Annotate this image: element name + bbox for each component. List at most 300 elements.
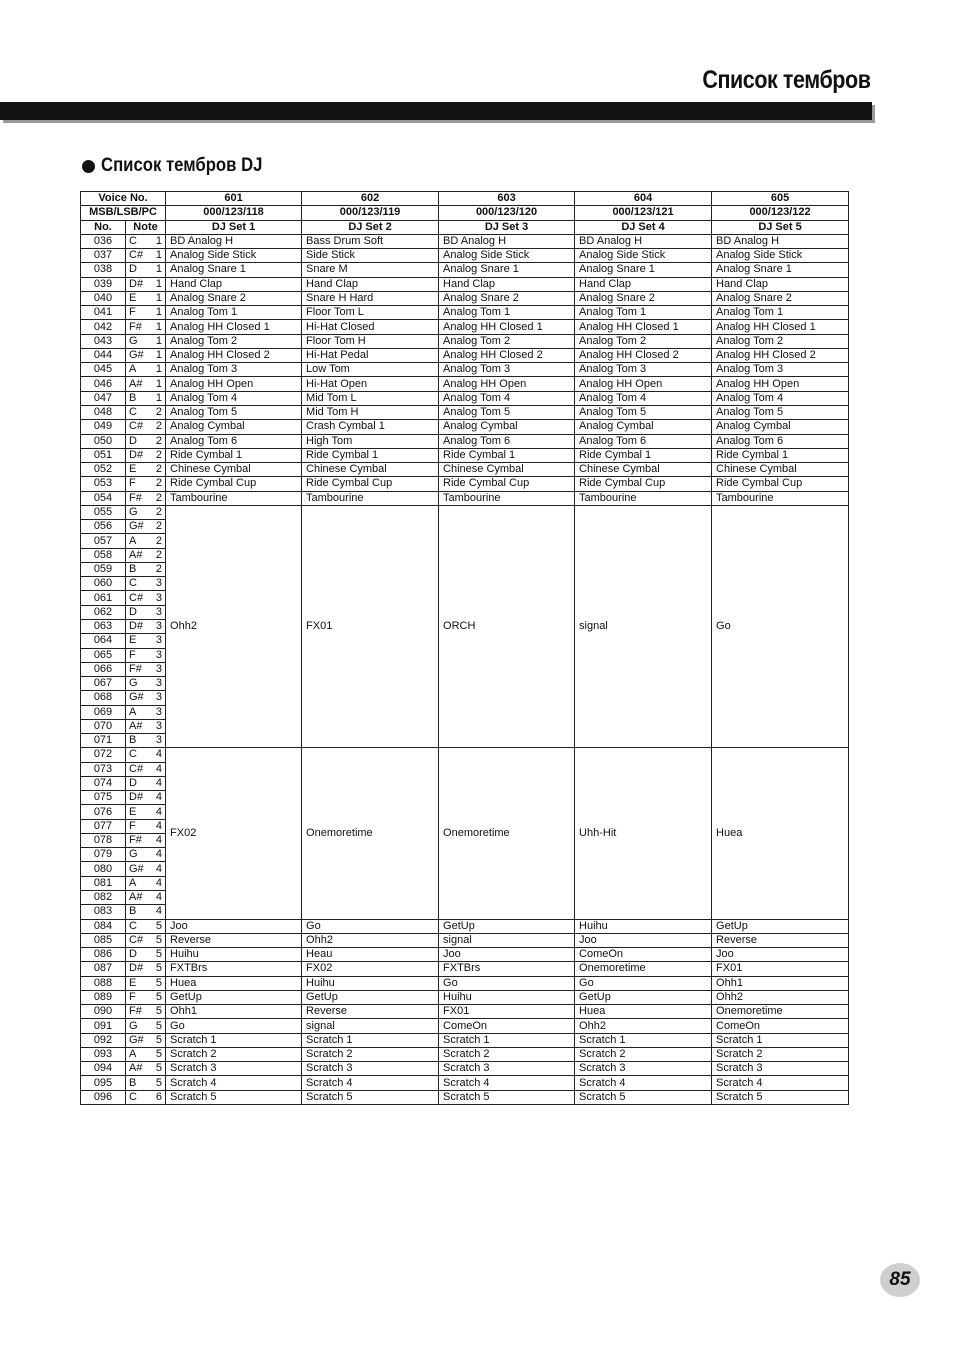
note-octave: 2 [148,463,166,477]
table-row [81,1019,849,1033]
note-name: C [126,1090,148,1104]
voice-cell: Analog Tom 4 [439,391,575,405]
note-name: B [126,905,148,919]
voice-cell: ComeOn [712,1019,849,1033]
voice-cell: Analog Snare 1 [575,263,712,277]
note-number: 051 [81,448,126,462]
header-cell: 000/123/120 [439,206,575,220]
voice-cell: Analog Cymbal [575,420,712,434]
voice-cell: Onemoretime [439,748,575,919]
note-octave: 4 [148,905,166,919]
voice-cell: FX02 [166,748,302,919]
note-name: C# [126,762,148,776]
note-number: 045 [81,363,126,377]
note-number: 056 [81,520,126,534]
note-name: D# [126,962,148,976]
voice-cell: Snare M [302,263,439,277]
table-row [81,477,849,491]
table-row [81,306,849,320]
note-name: A [126,534,148,548]
voice-cell: Ohh2 [302,933,439,947]
note-number: 078 [81,833,126,847]
note-octave: 2 [148,534,166,548]
note-number: 038 [81,263,126,277]
note-octave: 1 [148,377,166,391]
header-cell: DJ Set 2 [302,220,439,234]
voice-cell: Analog Snare 2 [166,291,302,305]
note-number: 084 [81,919,126,933]
header-cell: 602 [302,192,439,206]
voice-cell: Analog HH Closed 2 [166,348,302,362]
table-row [81,363,849,377]
voice-cell: Go [166,1019,302,1033]
note-octave: 5 [148,1062,166,1076]
voice-cell: signal [575,505,712,748]
note-name: C [126,405,148,419]
note-name: F# [126,833,148,847]
voice-cell: Analog Tom 1 [712,306,849,320]
voice-cell: Analog HH Closed 1 [439,320,575,334]
voice-cell: Scratch 1 [712,1033,849,1047]
table-row [81,334,849,348]
note-name: D# [126,619,148,633]
note-name: C# [126,420,148,434]
voice-cell: Low Tom [302,363,439,377]
voice-cell: Ohh1 [712,976,849,990]
note-number: 050 [81,434,126,448]
note-name: E [126,463,148,477]
header-row [81,220,849,234]
voice-cell: Scratch 4 [575,1076,712,1090]
voice-cell: signal [302,1019,439,1033]
note-name: A# [126,719,148,733]
voice-cell: Scratch 3 [712,1062,849,1076]
note-name: A [126,1047,148,1061]
note-number: 044 [81,348,126,362]
header-cell: 604 [575,192,712,206]
voice-cell: Tambourine [166,491,302,505]
note-number: 070 [81,719,126,733]
voice-cell: Scratch 4 [439,1076,575,1090]
voice-cell: Analog HH Closed 2 [575,348,712,362]
note-number: 041 [81,306,126,320]
note-octave: 1 [148,263,166,277]
voice-cell: Analog Tom 1 [575,306,712,320]
voice-cell: Scratch 5 [712,1090,849,1104]
note-number: 079 [81,848,126,862]
note-octave: 6 [148,1090,166,1104]
voice-cell: Analog Tom 5 [439,405,575,419]
note-name: C [126,577,148,591]
voice-cell: ORCH [439,505,575,748]
note-octave: 2 [148,520,166,534]
note-octave: 3 [148,605,166,619]
note-octave: 5 [148,962,166,976]
note-name: F# [126,320,148,334]
note-name: D [126,948,148,962]
voice-cell: Analog Tom 5 [575,405,712,419]
header-cell: Note [126,220,166,234]
note-name: C [126,234,148,248]
voice-cell: Analog Tom 6 [712,434,849,448]
voice-cell: Hi-Hat Pedal [302,348,439,362]
note-number: 091 [81,1019,126,1033]
voice-cell: Go [575,976,712,990]
note-number: 089 [81,990,126,1004]
voice-cell: Analog Side Stick [439,249,575,263]
voice-cell: Ohh2 [712,990,849,1004]
note-number: 088 [81,976,126,990]
voice-cell: BD Analog H [166,234,302,248]
voice-cell: ComeOn [575,948,712,962]
header-cell: Voice No. [81,192,166,206]
note-octave: 3 [148,719,166,733]
note-octave: 5 [148,1005,166,1019]
voice-cell: Analog HH Open [575,377,712,391]
voice-cell: Scratch 5 [439,1090,575,1104]
note-octave: 4 [148,748,166,762]
voice-cell: Chinese Cymbal [439,463,575,477]
note-number: 037 [81,249,126,263]
note-name: D [126,434,148,448]
note-octave: 3 [148,591,166,605]
voice-cell: Analog HH Open [439,377,575,391]
note-number: 090 [81,1005,126,1019]
voice-cell: Analog Side Stick [166,249,302,263]
page-title: Список тембров [701,66,870,94]
note-name: D [126,605,148,619]
voice-cell: Analog Cymbal [166,420,302,434]
voice-cell: Ride Cymbal 1 [166,448,302,462]
voice-cell: Ohh2 [575,1019,712,1033]
note-name: C# [126,249,148,263]
voice-cell: Scratch 1 [302,1033,439,1047]
note-name: G# [126,1033,148,1047]
table-row [81,505,849,519]
voice-cell: Scratch 4 [712,1076,849,1090]
note-name: A# [126,377,148,391]
voice-cell: Huea [166,976,302,990]
note-number: 065 [81,648,126,662]
voice-cell: Tambourine [439,491,575,505]
note-name: C# [126,591,148,605]
note-name: B [126,391,148,405]
voice-cell: Analog Tom 5 [712,405,849,419]
header-cell: DJ Set 5 [712,220,849,234]
note-octave: 2 [148,448,166,462]
note-name: E [126,291,148,305]
voice-cell: Ride Cymbal Cup [166,477,302,491]
note-number: 092 [81,1033,126,1047]
voice-cell: Chinese Cymbal [302,463,439,477]
voice-cell: Reverse [166,933,302,947]
voice-cell: Scratch 2 [575,1047,712,1061]
note-number: 080 [81,862,126,876]
table-row [81,919,849,933]
voice-cell: FX01 [439,1005,575,1019]
voice-cell: Joo [712,948,849,962]
voice-cell: Analog Tom 5 [166,405,302,419]
note-number: 082 [81,891,126,905]
section-heading [82,155,284,177]
note-number: 069 [81,705,126,719]
note-octave: 2 [148,434,166,448]
page-number: 85 [880,1263,920,1297]
voice-cell: FXTBrs [439,962,575,976]
voice-cell: Analog Snare 2 [575,291,712,305]
voice-cell: FX01 [712,962,849,976]
note-number: 043 [81,334,126,348]
note-name: C [126,748,148,762]
note-number: 039 [81,277,126,291]
voice-cell: GetUp [439,919,575,933]
table-row [81,434,849,448]
voice-cell: Scratch 3 [166,1062,302,1076]
table-row [81,263,849,277]
note-octave: 1 [148,306,166,320]
note-name: D# [126,448,148,462]
note-octave: 3 [148,677,166,691]
note-name: A [126,705,148,719]
note-name: D [126,776,148,790]
note-number: 093 [81,1047,126,1061]
note-number: 073 [81,762,126,776]
voice-cell: Scratch 2 [439,1047,575,1061]
voice-cell: Joo [439,948,575,962]
voice-cell: Hand Clap [712,277,849,291]
note-name: F# [126,662,148,676]
note-octave: 4 [148,848,166,862]
note-octave: 3 [148,662,166,676]
table-row [81,1090,849,1104]
table-row [81,990,849,1004]
table-row [81,1062,849,1076]
note-number: 046 [81,377,126,391]
note-name: E [126,805,148,819]
note-number: 094 [81,1062,126,1076]
voice-cell: Huea [575,1005,712,1019]
voice-cell: Scratch 1 [439,1033,575,1047]
note-name: G [126,848,148,862]
voice-cell: Scratch 3 [439,1062,575,1076]
note-octave: 1 [148,291,166,305]
table-row [81,1033,849,1047]
voice-cell: Floor Tom H [302,334,439,348]
note-octave: 3 [148,577,166,591]
note-number: 067 [81,677,126,691]
note-name: F [126,990,148,1004]
voice-cell: Analog Tom 4 [575,391,712,405]
voice-cell: FX02 [302,962,439,976]
table-row [81,377,849,391]
note-number: 072 [81,748,126,762]
voice-cell: Floor Tom L [302,306,439,320]
note-name: G [126,1019,148,1033]
note-octave: 3 [148,634,166,648]
note-number: 081 [81,876,126,890]
note-number: 053 [81,477,126,491]
voice-cell: Huihu [166,948,302,962]
note-octave: 1 [148,277,166,291]
table-row [81,1047,849,1061]
voice-cell: Scratch 2 [712,1047,849,1061]
voice-cell: BD Analog H [712,234,849,248]
voice-cell: Onemoretime [302,748,439,919]
voice-cell: Onemoretime [712,1005,849,1019]
table-row [81,1076,849,1090]
note-name: F# [126,1005,148,1019]
note-octave: 3 [148,691,166,705]
voice-cell: Analog Tom 1 [439,306,575,320]
table-body [81,192,849,1105]
voice-cell: Analog Tom 3 [166,363,302,377]
voice-cell: Scratch 5 [166,1090,302,1104]
voice-cell: Chinese Cymbal [166,463,302,477]
voice-cell: Analog Side Stick [712,249,849,263]
note-number: 059 [81,562,126,576]
note-name: D [126,263,148,277]
note-number: 047 [81,391,126,405]
voice-cell: Tambourine [575,491,712,505]
note-number: 055 [81,505,126,519]
note-octave: 2 [148,548,166,562]
table-row [81,234,849,248]
voice-cell: Analog Tom 4 [166,391,302,405]
voice-cell: Analog Tom 2 [166,334,302,348]
note-number: 085 [81,933,126,947]
note-name: A [126,876,148,890]
note-name: A# [126,1062,148,1076]
voice-cell: Analog HH Closed 1 [166,320,302,334]
header-cell: DJ Set 1 [166,220,302,234]
voice-cell: Analog Side Stick [575,249,712,263]
voice-cell: Analog Tom 2 [439,334,575,348]
voice-cell: Huihu [439,990,575,1004]
note-number: 058 [81,548,126,562]
note-name: A [126,363,148,377]
voice-cell: Ohh1 [166,1005,302,1019]
note-octave: 2 [148,477,166,491]
note-octave: 1 [148,234,166,248]
voice-cell: Side Stick [302,249,439,263]
voice-cell: Hi-Hat Open [302,377,439,391]
note-octave: 2 [148,420,166,434]
voice-cell: Hand Clap [166,277,302,291]
note-octave: 5 [148,933,166,947]
table-row [81,291,849,305]
voice-cell: Analog Cymbal [439,420,575,434]
table-row [81,348,849,362]
bullet-icon [82,160,95,173]
voice-cell: Analog Tom 6 [166,434,302,448]
header-cell: 000/123/122 [712,206,849,220]
table-row [81,976,849,990]
note-octave: 1 [148,391,166,405]
voice-cell: Analog Snare 1 [712,263,849,277]
voice-cell: FXTBrs [166,962,302,976]
voice-cell: signal [439,933,575,947]
voice-cell: Ride Cymbal Cup [712,477,849,491]
note-octave: 1 [148,363,166,377]
note-number: 076 [81,805,126,819]
voice-cell: Mid Tom L [302,391,439,405]
note-number: 054 [81,491,126,505]
note-name: G# [126,862,148,876]
note-octave: 1 [148,320,166,334]
note-name: D# [126,277,148,291]
note-number: 075 [81,791,126,805]
note-number: 049 [81,420,126,434]
note-number: 061 [81,591,126,605]
voice-cell: Snare H Hard [302,291,439,305]
note-octave: 5 [148,1033,166,1047]
note-number: 068 [81,691,126,705]
note-octave: 1 [148,348,166,362]
voice-cell: Analog Tom 3 [712,363,849,377]
voice-cell: Analog Tom 4 [712,391,849,405]
voice-cell: Huihu [302,976,439,990]
voice-cell: Joo [166,919,302,933]
voice-cell: Ride Cymbal Cup [439,477,575,491]
voice-cell: Huihu [575,919,712,933]
note-octave: 5 [148,1047,166,1061]
note-name: E [126,634,148,648]
voice-cell: Tambourine [302,491,439,505]
voice-cell: Ride Cymbal 1 [575,448,712,462]
voice-cell: Analog Snare 2 [712,291,849,305]
table-row [81,405,849,419]
note-octave: 4 [148,862,166,876]
voice-cell: Hand Clap [575,277,712,291]
voice-cell: Scratch 5 [302,1090,439,1104]
voice-cell: Analog Tom 1 [166,306,302,320]
voice-cell: Uhh-Hit [575,748,712,919]
voice-cell: Scratch 5 [575,1090,712,1104]
voice-cell: Chinese Cymbal [575,463,712,477]
note-octave: 4 [148,876,166,890]
voice-cell: Chinese Cymbal [712,463,849,477]
note-number: 063 [81,619,126,633]
note-octave: 2 [148,405,166,419]
voice-cell: Go [439,976,575,990]
note-number: 064 [81,634,126,648]
note-number: 060 [81,577,126,591]
note-octave: 4 [148,891,166,905]
note-octave: 1 [148,249,166,263]
voice-cell: Ride Cymbal Cup [575,477,712,491]
voice-cell: Analog Snare 1 [439,263,575,277]
voice-cell: GetUp [712,919,849,933]
section-title: Список тембров DJ [101,155,263,176]
voice-cell: Scratch 3 [575,1062,712,1076]
voice-cell: Heau [302,948,439,962]
table-row [81,748,849,762]
note-name: C [126,919,148,933]
voice-cell: Scratch 3 [302,1062,439,1076]
voice-cell: BD Analog H [439,234,575,248]
note-octave: 5 [148,919,166,933]
voice-cell: Analog Snare 2 [439,291,575,305]
note-number: 052 [81,463,126,477]
note-octave: 1 [148,334,166,348]
note-name: G [126,334,148,348]
header-row [81,192,849,206]
note-name: B [126,734,148,748]
note-number: 074 [81,776,126,790]
note-name: B [126,562,148,576]
header-cell: 601 [166,192,302,206]
note-number: 040 [81,291,126,305]
